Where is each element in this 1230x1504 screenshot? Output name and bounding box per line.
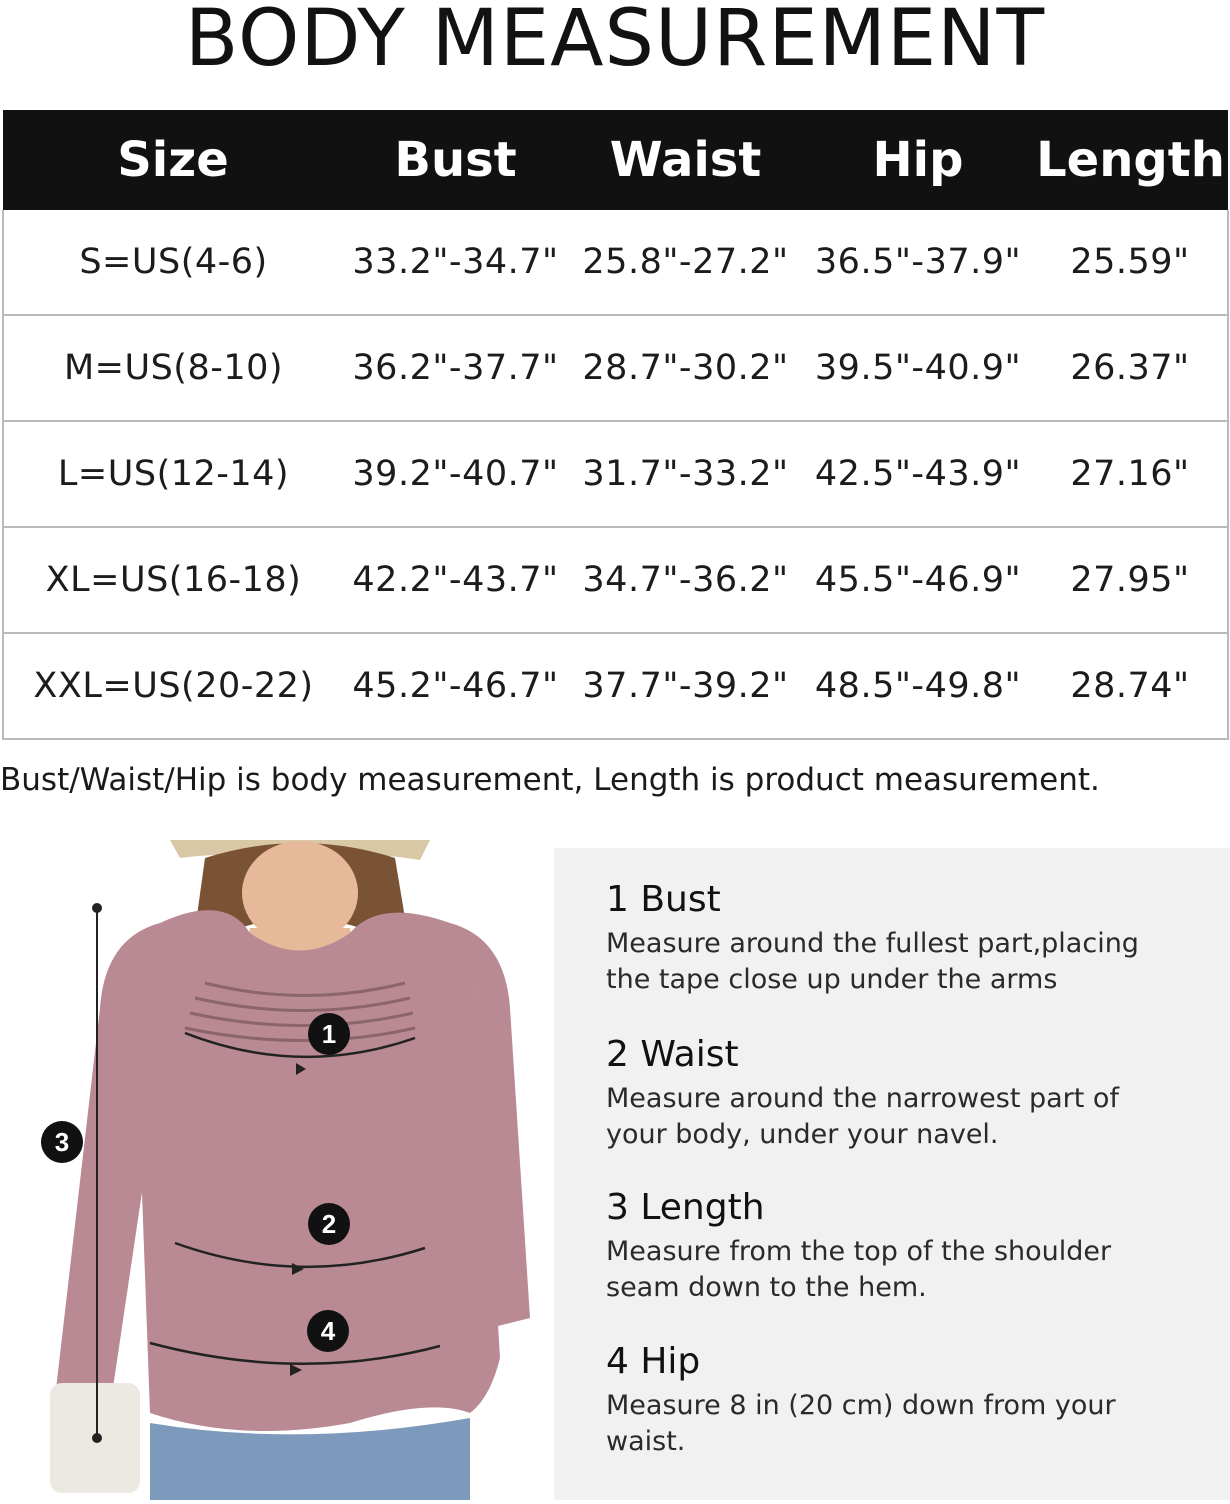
size-cell: M=US(8-10) bbox=[3, 315, 343, 421]
guide-text-line: Measure around the fullest part,placing bbox=[606, 928, 1139, 959]
guide-text-line: waist. bbox=[606, 1426, 686, 1457]
marker-2-icon bbox=[308, 1203, 350, 1245]
shirt-body bbox=[130, 910, 500, 1431]
length-cell: 27.95" bbox=[1033, 527, 1228, 633]
waist-cell: 25.8"-27.2" bbox=[568, 210, 803, 315]
hip-cell: 36.5"-37.9" bbox=[803, 210, 1033, 315]
hip-cell: 39.5"-40.9" bbox=[803, 315, 1033, 421]
marker-4-label: 4 bbox=[320, 1316, 336, 1346]
marker-3-icon bbox=[41, 1121, 83, 1163]
length-cell: 27.16" bbox=[1033, 421, 1228, 527]
header-size: Size bbox=[3, 110, 343, 210]
hip-cell: 45.5"-46.9" bbox=[803, 527, 1033, 633]
size-cell: XL=US(16-18) bbox=[3, 527, 343, 633]
page-title: BODY MEASUREMENT bbox=[184, 0, 1046, 84]
guide-text-line: Measure around the narrowest part of bbox=[606, 1083, 1119, 1114]
jeans-shape bbox=[150, 1418, 470, 1500]
table-row bbox=[3, 210, 1228, 315]
measurement-note: Bust/Waist/Hip is body measurement, Length is product measurement. bbox=[0, 762, 1100, 798]
waist-cell: 37.7"-39.2" bbox=[568, 633, 803, 739]
size-cell: XXL=US(20-22) bbox=[3, 633, 343, 739]
size-chart-table bbox=[2, 110, 1229, 740]
header-hip: Hip bbox=[803, 110, 1033, 210]
waist-cell: 28.7"-30.2" bbox=[568, 315, 803, 421]
guide-heading: 4 Hip bbox=[606, 1341, 701, 1382]
waist-cell: 31.7"-33.2" bbox=[568, 421, 803, 527]
bust-cell: 36.2"-37.7" bbox=[343, 315, 568, 421]
hip-cell: 48.5"-49.8" bbox=[803, 633, 1033, 739]
header-length: Length bbox=[1033, 110, 1228, 210]
waist-cell: 34.7"-36.2" bbox=[568, 527, 803, 633]
marker-3-label: 3 bbox=[54, 1127, 70, 1157]
bust-cell: 39.2"-40.7" bbox=[343, 421, 568, 527]
header-bust: Bust bbox=[343, 110, 568, 210]
table-row bbox=[3, 633, 1228, 739]
bust-cell: 42.2"-43.7" bbox=[343, 527, 568, 633]
length-line-top-dot bbox=[92, 903, 102, 913]
marker-2-label: 2 bbox=[321, 1209, 337, 1239]
left-sleeve bbox=[55, 923, 160, 1408]
table-row bbox=[3, 421, 1228, 527]
guide-item-hip bbox=[606, 1340, 1226, 1460]
marker-1-label: 1 bbox=[321, 1019, 337, 1049]
size-cell: L=US(12-14) bbox=[3, 421, 343, 527]
length-cell: 28.74" bbox=[1033, 633, 1228, 739]
bust-cell: 45.2"-46.7" bbox=[343, 633, 568, 739]
guide-heading: 3 Length bbox=[606, 1187, 765, 1228]
hip-cell: 42.5"-43.9" bbox=[803, 421, 1033, 527]
model-illustration bbox=[0, 838, 555, 1500]
guide-heading: 1 Bust bbox=[606, 879, 721, 920]
guide-item-waist bbox=[606, 1033, 1226, 1153]
guide-text-line: your body, under your navel. bbox=[606, 1119, 999, 1150]
header-waist: Waist bbox=[568, 110, 803, 210]
table-header-row bbox=[3, 110, 1228, 210]
length-cell: 26.37" bbox=[1033, 315, 1228, 421]
guide-text-line: the tape close up under the arms bbox=[606, 964, 1058, 995]
marker-4-icon bbox=[307, 1310, 349, 1352]
guide-text-line: Measure from the top of the shoulder bbox=[606, 1236, 1112, 1267]
size-cell: S=US(4-6) bbox=[3, 210, 343, 315]
bust-cell: 33.2"-34.7" bbox=[343, 210, 568, 315]
table-row bbox=[3, 315, 1228, 421]
guide-text-line: Measure 8 in (20 cm) down from your bbox=[606, 1390, 1116, 1421]
guide-heading: 2 Waist bbox=[606, 1034, 739, 1075]
length-line-bottom-dot bbox=[92, 1433, 102, 1443]
measurement-guide bbox=[554, 848, 1230, 1500]
marker-1-icon bbox=[308, 1013, 350, 1055]
table-row bbox=[3, 527, 1228, 633]
shirt-measurement-figure bbox=[0, 838, 555, 1500]
guide-item-length bbox=[606, 1186, 1226, 1306]
length-cell: 25.59" bbox=[1033, 210, 1228, 315]
guide-item-bust bbox=[606, 878, 1226, 998]
guide-text-line: seam down to the hem. bbox=[606, 1272, 927, 1303]
